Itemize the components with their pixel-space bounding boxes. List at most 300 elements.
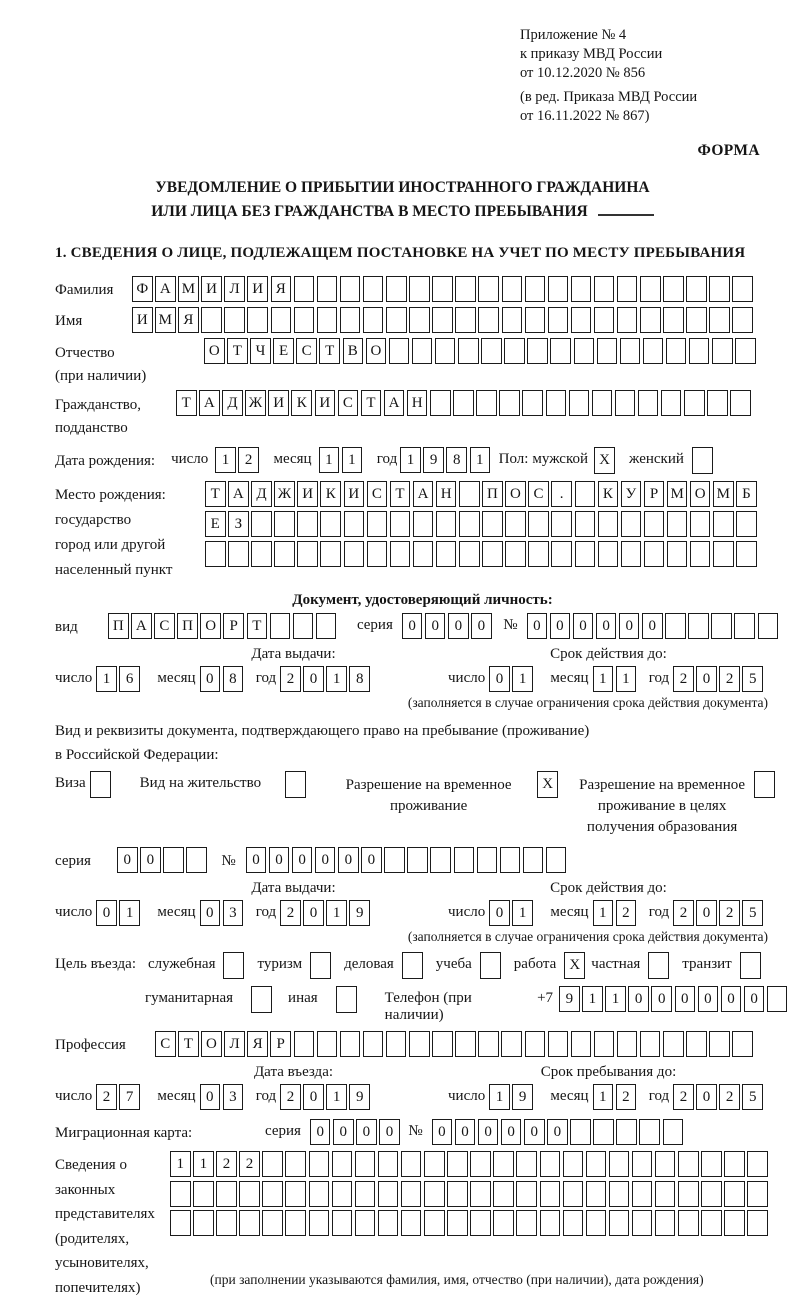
char-box[interactable]: [709, 307, 730, 333]
char-box[interactable]: [505, 511, 526, 537]
char-box[interactable]: Р: [644, 481, 665, 507]
char-box[interactable]: [616, 1119, 637, 1145]
char-box[interactable]: [309, 1151, 330, 1177]
char-box[interactable]: 3: [223, 1084, 244, 1110]
char-box[interactable]: А: [413, 481, 434, 507]
char-box[interactable]: [482, 541, 503, 567]
char-box[interactable]: [478, 276, 499, 302]
char-box[interactable]: [598, 541, 619, 567]
char-box[interactable]: [747, 1151, 768, 1177]
char-box[interactable]: 1: [342, 447, 363, 473]
char-box[interactable]: 0: [96, 900, 117, 926]
char-box[interactable]: [593, 1119, 614, 1145]
char-box[interactable]: [586, 1181, 607, 1207]
char-box[interactable]: 0: [379, 1119, 400, 1145]
char-box[interactable]: [470, 1210, 491, 1236]
char-box[interactable]: 0: [448, 613, 469, 639]
char-box[interactable]: [540, 1210, 561, 1236]
char-box[interactable]: [285, 1210, 306, 1236]
temp-residence-checkbox[interactable]: X: [537, 771, 558, 798]
char-box[interactable]: Д: [251, 481, 272, 507]
char-box[interactable]: [386, 276, 407, 302]
gender-male-checkbox[interactable]: X: [594, 447, 615, 474]
char-box[interactable]: [724, 1151, 745, 1177]
char-box[interactable]: [665, 613, 686, 639]
char-box[interactable]: [684, 390, 705, 416]
char-box[interactable]: 9: [559, 986, 580, 1012]
char-box[interactable]: [386, 1031, 407, 1057]
char-box[interactable]: [340, 307, 361, 333]
char-box[interactable]: [317, 276, 338, 302]
char-box[interactable]: [523, 847, 544, 873]
char-box[interactable]: [667, 541, 688, 567]
char-box[interactable]: 0: [501, 1119, 522, 1145]
char-box[interactable]: [401, 1151, 422, 1177]
char-box[interactable]: Н: [407, 390, 428, 416]
char-box[interactable]: 6: [119, 666, 140, 692]
char-box[interactable]: 0: [628, 986, 649, 1012]
char-box[interactable]: [355, 1181, 376, 1207]
char-box[interactable]: 2: [719, 900, 740, 926]
char-box[interactable]: [453, 390, 474, 416]
char-box[interactable]: [655, 1151, 676, 1177]
char-box[interactable]: Т: [319, 338, 340, 364]
char-box[interactable]: [424, 1210, 445, 1236]
char-box[interactable]: 0: [527, 613, 548, 639]
char-box[interactable]: К: [320, 481, 341, 507]
char-box[interactable]: 0: [547, 1119, 568, 1145]
char-box[interactable]: [767, 986, 788, 1012]
char-box[interactable]: 0: [338, 847, 359, 873]
char-box[interactable]: [663, 1031, 684, 1057]
char-box[interactable]: [274, 511, 295, 537]
char-box[interactable]: [686, 1031, 707, 1057]
char-box[interactable]: 0: [642, 613, 663, 639]
purpose-tourism-checkbox[interactable]: [310, 952, 331, 979]
char-box[interactable]: 0: [471, 613, 492, 639]
char-box[interactable]: 1: [193, 1151, 214, 1177]
char-box[interactable]: П: [177, 613, 198, 639]
char-box[interactable]: [504, 338, 525, 364]
char-box[interactable]: 0: [303, 666, 324, 692]
char-box[interactable]: [216, 1181, 237, 1207]
char-box[interactable]: [690, 541, 711, 567]
char-box[interactable]: [316, 613, 337, 639]
char-box[interactable]: [455, 276, 476, 302]
char-box[interactable]: [470, 1151, 491, 1177]
char-box[interactable]: П: [482, 481, 503, 507]
char-box[interactable]: [688, 613, 709, 639]
char-box[interactable]: 1: [616, 666, 637, 692]
char-box[interactable]: [501, 1031, 522, 1057]
char-box[interactable]: 1: [593, 1084, 614, 1110]
char-box[interactable]: [409, 276, 430, 302]
char-box[interactable]: [424, 1151, 445, 1177]
char-box[interactable]: [747, 1210, 768, 1236]
char-box[interactable]: [470, 1181, 491, 1207]
char-box[interactable]: 2: [719, 666, 740, 692]
char-box[interactable]: Т: [390, 481, 411, 507]
char-box[interactable]: [478, 1031, 499, 1057]
char-box[interactable]: [401, 1210, 422, 1236]
char-box[interactable]: 2: [616, 900, 637, 926]
char-box[interactable]: А: [384, 390, 405, 416]
char-box[interactable]: [574, 338, 595, 364]
char-box[interactable]: Я: [247, 1031, 268, 1057]
char-box[interactable]: [332, 1151, 353, 1177]
char-box[interactable]: [459, 511, 480, 537]
char-box[interactable]: 2: [216, 1151, 237, 1177]
char-box[interactable]: 2: [238, 447, 259, 473]
char-box[interactable]: 1: [96, 666, 117, 692]
char-box[interactable]: [548, 307, 569, 333]
char-box[interactable]: [386, 307, 407, 333]
char-box[interactable]: [239, 1210, 260, 1236]
char-box[interactable]: 0: [200, 1084, 221, 1110]
char-box[interactable]: [540, 1181, 561, 1207]
purpose-official-checkbox[interactable]: [223, 952, 244, 979]
char-box[interactable]: [525, 307, 546, 333]
char-box[interactable]: О: [204, 338, 225, 364]
char-box[interactable]: [340, 276, 361, 302]
char-box[interactable]: [317, 1031, 338, 1057]
char-box[interactable]: [297, 541, 318, 567]
visa-checkbox[interactable]: [90, 771, 111, 798]
char-box[interactable]: [499, 390, 520, 416]
char-box[interactable]: [621, 541, 642, 567]
char-box[interactable]: [363, 276, 384, 302]
char-box[interactable]: [262, 1181, 283, 1207]
char-box[interactable]: [516, 1151, 537, 1177]
char-box[interactable]: 1: [582, 986, 603, 1012]
char-box[interactable]: [320, 511, 341, 537]
char-box[interactable]: [551, 541, 572, 567]
char-box[interactable]: [447, 1181, 468, 1207]
char-box[interactable]: [493, 1181, 514, 1207]
char-box[interactable]: [747, 1181, 768, 1207]
char-box[interactable]: [713, 541, 734, 567]
char-box[interactable]: Я: [178, 307, 199, 333]
char-box[interactable]: [663, 276, 684, 302]
char-box[interactable]: [655, 1181, 676, 1207]
char-box[interactable]: [701, 1181, 722, 1207]
char-box[interactable]: .: [551, 481, 572, 507]
char-box[interactable]: Ч: [250, 338, 271, 364]
char-box[interactable]: 1: [119, 900, 140, 926]
temp-residence-education-checkbox[interactable]: [754, 771, 775, 798]
char-box[interactable]: [701, 1151, 722, 1177]
char-box[interactable]: 1: [489, 1084, 510, 1110]
char-box[interactable]: [525, 276, 546, 302]
char-box[interactable]: 0: [432, 1119, 453, 1145]
char-box[interactable]: 2: [673, 900, 694, 926]
char-box[interactable]: 2: [96, 1084, 117, 1110]
char-box[interactable]: К: [291, 390, 312, 416]
char-box[interactable]: 0: [573, 613, 594, 639]
char-box[interactable]: 1: [593, 666, 614, 692]
char-box[interactable]: [528, 511, 549, 537]
char-box[interactable]: [644, 541, 665, 567]
char-box[interactable]: 2: [280, 666, 301, 692]
char-box[interactable]: М: [155, 307, 176, 333]
char-box[interactable]: 5: [742, 666, 763, 692]
char-box[interactable]: 2: [280, 1084, 301, 1110]
char-box[interactable]: [571, 307, 592, 333]
char-box[interactable]: Т: [176, 390, 197, 416]
char-box[interactable]: [609, 1151, 630, 1177]
char-box[interactable]: 0: [117, 847, 138, 873]
char-box[interactable]: С: [367, 481, 388, 507]
char-box[interactable]: [571, 1031, 592, 1057]
char-box[interactable]: [389, 338, 410, 364]
char-box[interactable]: 0: [361, 847, 382, 873]
char-box[interactable]: [378, 1181, 399, 1207]
char-box[interactable]: [732, 1031, 753, 1057]
char-box[interactable]: [663, 1119, 684, 1145]
char-box[interactable]: [216, 1210, 237, 1236]
char-box[interactable]: [459, 541, 480, 567]
char-box[interactable]: Ж: [274, 481, 295, 507]
char-box[interactable]: [617, 1031, 638, 1057]
char-box[interactable]: [563, 1151, 584, 1177]
char-box[interactable]: [594, 307, 615, 333]
char-box[interactable]: 1: [512, 666, 533, 692]
char-box[interactable]: [527, 338, 548, 364]
char-box[interactable]: [459, 481, 480, 507]
char-box[interactable]: [620, 338, 641, 364]
char-box[interactable]: 2: [673, 1084, 694, 1110]
char-box[interactable]: [476, 390, 497, 416]
char-box[interactable]: [690, 511, 711, 537]
char-box[interactable]: С: [296, 338, 317, 364]
char-box[interactable]: [455, 307, 476, 333]
char-box[interactable]: [548, 1031, 569, 1057]
char-box[interactable]: О: [201, 1031, 222, 1057]
char-box[interactable]: [598, 511, 619, 537]
char-box[interactable]: О: [505, 481, 526, 507]
char-box[interactable]: [384, 847, 405, 873]
char-box[interactable]: [644, 511, 665, 537]
char-box[interactable]: [551, 511, 572, 537]
char-box[interactable]: [734, 613, 755, 639]
char-box[interactable]: [546, 390, 567, 416]
char-box[interactable]: [516, 1181, 537, 1207]
char-box[interactable]: [678, 1151, 699, 1177]
char-box[interactable]: [430, 847, 451, 873]
purpose-other-checkbox[interactable]: [336, 986, 357, 1013]
char-box[interactable]: 0: [402, 613, 423, 639]
char-box[interactable]: [632, 1210, 653, 1236]
char-box[interactable]: 2: [719, 1084, 740, 1110]
char-box[interactable]: [435, 338, 456, 364]
char-box[interactable]: 3: [223, 900, 244, 926]
char-box[interactable]: [320, 541, 341, 567]
char-box[interactable]: 0: [524, 1119, 545, 1145]
char-box[interactable]: Т: [178, 1031, 199, 1057]
char-box[interactable]: [458, 338, 479, 364]
char-box[interactable]: Д: [222, 390, 243, 416]
char-box[interactable]: [344, 511, 365, 537]
char-box[interactable]: [643, 338, 664, 364]
char-box[interactable]: [332, 1181, 353, 1207]
purpose-private-checkbox[interactable]: [648, 952, 669, 979]
char-box[interactable]: 0: [489, 666, 510, 692]
char-box[interactable]: 0: [356, 1119, 377, 1145]
char-box[interactable]: [477, 847, 498, 873]
char-box[interactable]: [430, 390, 451, 416]
char-box[interactable]: 2: [616, 1084, 637, 1110]
char-box[interactable]: [297, 511, 318, 537]
purpose-humanitarian-checkbox[interactable]: [251, 986, 272, 1013]
char-box[interactable]: [528, 541, 549, 567]
char-box[interactable]: [563, 1210, 584, 1236]
char-box[interactable]: [262, 1210, 283, 1236]
char-box[interactable]: М: [667, 481, 688, 507]
char-box[interactable]: [424, 1181, 445, 1207]
char-box[interactable]: Р: [223, 613, 244, 639]
char-box[interactable]: 1: [170, 1151, 191, 1177]
char-box[interactable]: [390, 541, 411, 567]
char-box[interactable]: 0: [489, 900, 510, 926]
char-box[interactable]: [701, 1210, 722, 1236]
char-box[interactable]: [640, 276, 661, 302]
char-box[interactable]: [502, 276, 523, 302]
char-box[interactable]: 9: [349, 1084, 370, 1110]
gender-female-checkbox[interactable]: [692, 447, 713, 474]
char-box[interactable]: [575, 481, 596, 507]
char-box[interactable]: 8: [446, 447, 467, 473]
char-box[interactable]: [355, 1151, 376, 1177]
char-box[interactable]: Т: [361, 390, 382, 416]
char-box[interactable]: С: [338, 390, 359, 416]
char-box[interactable]: 1: [400, 447, 421, 473]
char-box[interactable]: [309, 1181, 330, 1207]
char-box[interactable]: [548, 276, 569, 302]
char-box[interactable]: 2: [280, 900, 301, 926]
char-box[interactable]: [274, 541, 295, 567]
char-box[interactable]: 0: [696, 666, 717, 692]
char-box[interactable]: 1: [512, 900, 533, 926]
char-box[interactable]: [355, 1210, 376, 1236]
char-box[interactable]: 0: [333, 1119, 354, 1145]
char-box[interactable]: 0: [303, 1084, 324, 1110]
char-box[interactable]: 0: [721, 986, 742, 1012]
char-box[interactable]: [390, 511, 411, 537]
char-box[interactable]: [294, 307, 315, 333]
char-box[interactable]: [401, 1181, 422, 1207]
char-box[interactable]: К: [598, 481, 619, 507]
char-box[interactable]: 0: [651, 986, 672, 1012]
char-box[interactable]: [632, 1151, 653, 1177]
char-box[interactable]: [367, 541, 388, 567]
char-box[interactable]: [686, 307, 707, 333]
char-box[interactable]: [736, 541, 757, 567]
char-box[interactable]: 5: [742, 900, 763, 926]
char-box[interactable]: [224, 307, 245, 333]
char-box[interactable]: 0: [596, 613, 617, 639]
char-box[interactable]: [594, 276, 615, 302]
char-box[interactable]: 1: [326, 1084, 347, 1110]
char-box[interactable]: [482, 511, 503, 537]
purpose-work-checkbox[interactable]: X: [564, 952, 585, 979]
char-box[interactable]: Т: [205, 481, 226, 507]
char-box[interactable]: И: [268, 390, 289, 416]
char-box[interactable]: М: [713, 481, 734, 507]
char-box[interactable]: С: [155, 1031, 176, 1057]
char-box[interactable]: И: [344, 481, 365, 507]
char-box[interactable]: 1: [593, 900, 614, 926]
char-box[interactable]: [639, 1119, 660, 1145]
char-box[interactable]: [363, 1031, 384, 1057]
char-box[interactable]: [294, 1031, 315, 1057]
char-box[interactable]: [409, 307, 430, 333]
char-box[interactable]: [661, 390, 682, 416]
char-box[interactable]: 0: [696, 1084, 717, 1110]
char-box[interactable]: Л: [224, 1031, 245, 1057]
char-box[interactable]: Ф: [132, 276, 153, 302]
char-box[interactable]: [262, 1151, 283, 1177]
char-box[interactable]: [540, 1151, 561, 1177]
char-box[interactable]: [525, 1031, 546, 1057]
char-box[interactable]: [709, 1031, 730, 1057]
char-box[interactable]: [205, 541, 226, 567]
char-box[interactable]: [409, 1031, 430, 1057]
char-box[interactable]: [709, 276, 730, 302]
char-box[interactable]: [309, 1210, 330, 1236]
char-box[interactable]: А: [199, 390, 220, 416]
char-box[interactable]: [332, 1210, 353, 1236]
char-box[interactable]: [621, 511, 642, 537]
char-box[interactable]: [516, 1210, 537, 1236]
char-box[interactable]: 2: [673, 666, 694, 692]
char-box[interactable]: [546, 847, 567, 873]
char-box[interactable]: Р: [270, 1031, 291, 1057]
char-box[interactable]: [713, 511, 734, 537]
char-box[interactable]: Л: [224, 276, 245, 302]
char-box[interactable]: 0: [140, 847, 161, 873]
char-box[interactable]: О: [366, 338, 387, 364]
char-box[interactable]: С: [154, 613, 175, 639]
char-box[interactable]: [597, 338, 618, 364]
char-box[interactable]: 7: [119, 1084, 140, 1110]
char-box[interactable]: 2: [239, 1151, 260, 1177]
char-box[interactable]: [563, 1181, 584, 1207]
char-box[interactable]: [609, 1181, 630, 1207]
char-box[interactable]: [432, 307, 453, 333]
char-box[interactable]: [550, 338, 571, 364]
char-box[interactable]: 0: [425, 613, 446, 639]
char-box[interactable]: 0: [200, 900, 221, 926]
residence-permit-checkbox[interactable]: [285, 771, 306, 798]
char-box[interactable]: 0: [550, 613, 571, 639]
char-box[interactable]: 1: [605, 986, 626, 1012]
char-box[interactable]: [724, 1210, 745, 1236]
char-box[interactable]: 9: [349, 900, 370, 926]
char-box[interactable]: [735, 338, 756, 364]
char-box[interactable]: [344, 541, 365, 567]
char-box[interactable]: [707, 390, 728, 416]
char-box[interactable]: 0: [455, 1119, 476, 1145]
char-box[interactable]: З: [228, 511, 249, 537]
purpose-study-checkbox[interactable]: [480, 952, 501, 979]
char-box[interactable]: [228, 541, 249, 567]
char-box[interactable]: [478, 307, 499, 333]
char-box[interactable]: [193, 1210, 214, 1236]
char-box[interactable]: И: [297, 481, 318, 507]
char-box[interactable]: [436, 511, 457, 537]
char-box[interactable]: [500, 847, 521, 873]
char-box[interactable]: [758, 613, 779, 639]
